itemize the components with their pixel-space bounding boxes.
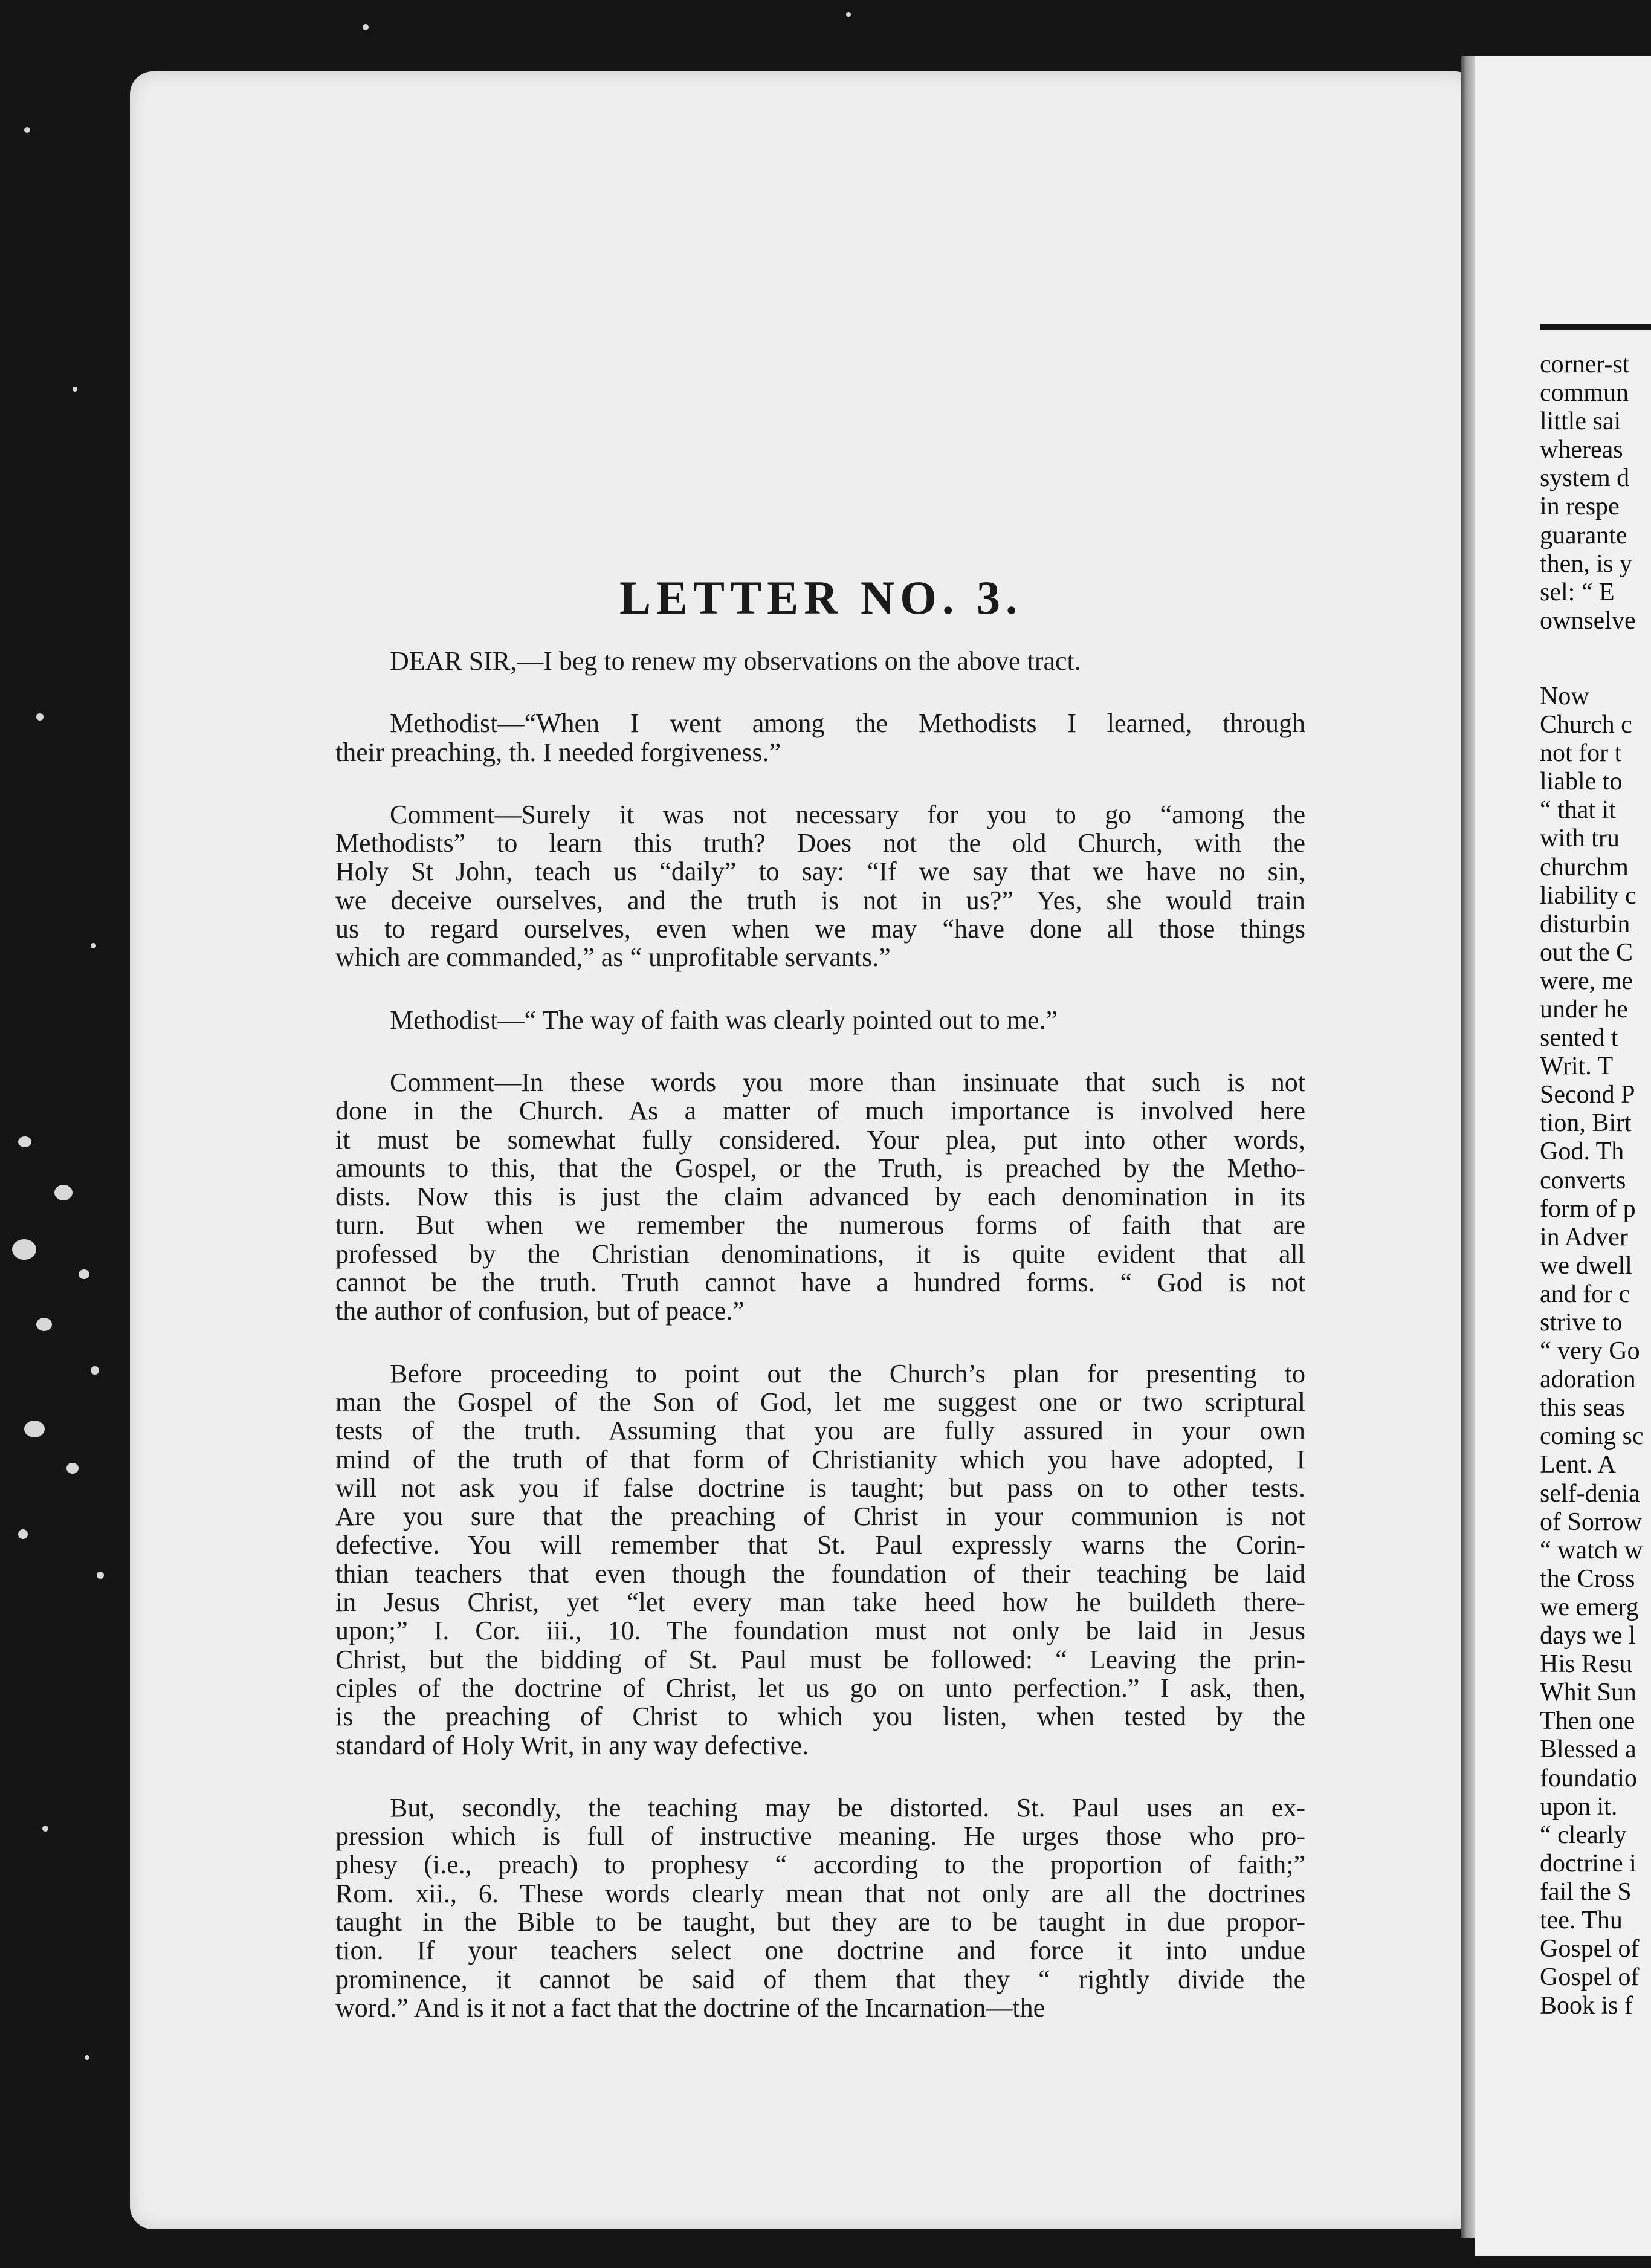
facing-page-line: liable to [1540,768,1623,796]
text-line: in Jesus Christ, yet “let every man take heed how he buildeth there- [335,1587,1305,1618]
facing-page-line: churchm [1540,853,1629,881]
facing-page-line: sented t [1540,1024,1618,1052]
text-line: will not ask you if false doctrine is taught; but pass on to other tests. [335,1473,1305,1503]
letter-paragraph [335,1006,1305,1034]
facing-page-line: whereas [1540,436,1623,464]
facing-page-text [1540,351,1651,2020]
text-line: it must be somewhat fully considered. Your plea, put into other words, [335,1124,1305,1155]
text-line: man the Gospel of the Son of God, let me suggest one or two scriptural [335,1387,1305,1417]
text-line: defective. You will remember that St. Paul expressly warns the Corin- [335,1530,1305,1560]
facing-page-line: disturbin [1540,910,1630,938]
facing-page-line: ownselve [1540,606,1636,635]
facing-page-line: Whit Sun [1540,1679,1636,1707]
text-line: taught in the Bible to be taught, but they are to be taught in due propor- [335,1907,1305,1937]
text-line: prominence, it cannot be said of them that they “ rightly divide the [335,1964,1305,1994]
facing-page-line: little sai [1540,407,1621,436]
facing-page-line: strive to [1540,1309,1623,1336]
letter-paragraph [335,800,1305,972]
facing-page-line: days we l [1540,1622,1636,1650]
text-line: word.” And is it not a fact that the doctrine of the Incarnation—the [335,1992,1045,2023]
text-line: us to regard ourselves, even when we may “have done all those things [335,914,1305,944]
facing-page-line: Church c [1540,711,1632,739]
facing-page-line: we emerg [1540,1593,1639,1621]
facing-page-line: Book is f [1540,1992,1633,2020]
letter-paragraph [335,1068,1305,1326]
facing-page-line: Writ. T [1540,1052,1614,1081]
text-line: done in the Church. As a matter of much importance is involved here [335,1096,1305,1126]
facing-page-line: then, is y [1540,549,1632,578]
text-line: turn. But when we remember the numerous forms of faith that are [335,1210,1305,1240]
text-line: dists. Now this is just the claim advanced by each denomination in its [335,1182,1305,1212]
text-line: amounts to this, that the Gospel, or the Truth, is preached by the Metho- [335,1153,1305,1183]
letter-body [335,647,1305,2056]
facing-page-line: doctrine i [1540,1849,1636,1878]
facing-page-line: His Resu [1540,1650,1632,1679]
text-line: DEAR SIR,—I beg to renew my observations on the above tract. [390,646,1081,676]
text-line: is the preaching of Christ to which you listen, when tested by the [335,1702,1305,1732]
text-line: phesy (i.e., preach) to prophesy “ according to the proportion of faith;” [335,1850,1305,1880]
text-line: their preaching, th. I needed forgiveness.” [335,737,781,767]
facing-page-line: “ watch w [1540,1536,1643,1564]
facing-page-line: sel: “ E [1540,578,1615,606]
facing-page-line: the Cross [1540,1564,1635,1593]
facing-page-line: adoration [1540,1366,1636,1394]
text-line: the author of confusion, but of peace.” [335,1296,745,1326]
facing-page-line: not for t [1540,739,1622,768]
facing-page-line: we dwell [1540,1251,1632,1280]
text-line: Rom. xii., 6. These words clearly mean that not only are all the doctrines [335,1878,1305,1908]
facing-page-line: Second P [1540,1081,1635,1109]
text-line: Before proceeding to point out the Church’s plan for presenting to [390,1358,1305,1388]
text-line: Are you sure that the preaching of Christ in your communion is not [335,1502,1305,1532]
text-line: Methodists” to learn this truth? Does not the old Church, with the [335,828,1305,858]
text-line: which are commanded,” as “ unprofitable servants.” [335,942,891,973]
facing-page-line: “ that it [1540,796,1616,825]
text-line: Methodist—“When I went among the Methodists I learned, through [390,708,1305,739]
facing-page-line: with tru [1540,825,1620,853]
facing-page-line: form of p [1540,1194,1636,1223]
text-line: professed by the Christian denominations, it is quite evident that all [335,1239,1305,1269]
facing-page-line: were, me [1540,967,1633,995]
text-line: we deceive ourselves, and the truth is not in us?” Yes, she would train [335,885,1305,915]
facing-page-line: “ clearly [1540,1821,1627,1849]
facing-page-line: guarante [1540,521,1627,549]
letter-paragraph [335,709,1305,766]
facing-page-line: and for c [1540,1280,1630,1308]
facing-page-line: upon it. [1540,1792,1618,1821]
facing-page-line: Then one [1540,1707,1635,1735]
letter-paragraph [335,1359,1305,1760]
facing-page-line: converts [1540,1166,1626,1194]
facing-page-line: liability c [1540,881,1636,910]
text-line: ciples of the doctrine of Christ, let us go on unto perfection.” I ask, then, [335,1673,1305,1703]
facing-page-line: in Adver [1540,1223,1628,1251]
facing-page-line: tion, Birt [1540,1109,1632,1138]
text-line: Methodist—“ The way of faith was clearly pointed out to me.” [390,1005,1058,1035]
facing-page-line: Gospel of [1540,1963,1640,1992]
letter-paragraph [335,647,1305,675]
facing-page-line: this seas [1540,1394,1626,1422]
facing-page-line: Lent. A [1540,1451,1616,1479]
text-line: Comment—In these words you more than insinuate that such is not [390,1067,1305,1097]
facing-page-line: coming sc [1540,1422,1644,1451]
facing-page-line: God. Th [1540,1138,1624,1166]
facing-page-line: corner-st [1540,351,1630,378]
facing-page-line: Blessed a [1540,1735,1636,1764]
text-line: standard of Holy Writ, in any way defective. [335,1730,809,1760]
facing-page-line: commun [1540,379,1629,407]
text-line: mind of the truth of that form of Christianity which you have adopted, I [335,1444,1305,1474]
text-line: tion. If your teachers select one doctrine and force it into undue [335,1936,1305,1966]
facing-page-line: self-denia [1540,1479,1640,1508]
text-line: cannot be the truth. Truth cannot have a hundred forms. “ God is not [335,1268,1305,1298]
facing-page-rule [1540,324,1651,330]
facing-page-line: “ very Go [1540,1337,1640,1366]
text-line: But, secondly, the teaching may be distorted. St. Paul uses an ex- [390,1792,1305,1822]
text-line: pression which is full of instructive meaning. He urges those who pro- [335,1821,1305,1852]
facing-page-line: tee. Thu [1540,1906,1623,1934]
facing-page-line: system d [1540,464,1630,493]
facing-page-line: out the C [1540,938,1633,967]
facing-page-line: foundatio [1540,1764,1637,1792]
facing-page-line: fail the S [1540,1878,1632,1906]
text-line: upon;” I. Cor. iii., 10. The foundation must not only be laid in Jesus [335,1616,1305,1646]
letter-paragraph [335,1793,1305,2022]
letter-title: LETTER NO. 3. [619,571,1023,624]
text-line: thian teachers that even though the foundation of their teaching be laid [335,1558,1305,1589]
text-line: tests of the truth. Assuming that you are fully assured in your own [335,1416,1305,1446]
text-line: Comment—Surely it was not necessary for you to go “among the [390,799,1305,829]
page-fold [1461,56,1475,2238]
facing-page-line: Now [1540,682,1589,710]
facing-page-line: of Sorrow [1540,1508,1643,1536]
facing-page-line: Gospel of [1540,1935,1640,1963]
facing-page-line: in respe [1540,493,1620,521]
text-line: Christ, but the bidding of St. Paul must be followed: “ Leaving the prin- [335,1644,1305,1674]
text-line: Holy St John, teach us “daily” to say: “If we say that we have no sin, [335,857,1305,887]
facing-page-line: under he [1540,995,1628,1023]
